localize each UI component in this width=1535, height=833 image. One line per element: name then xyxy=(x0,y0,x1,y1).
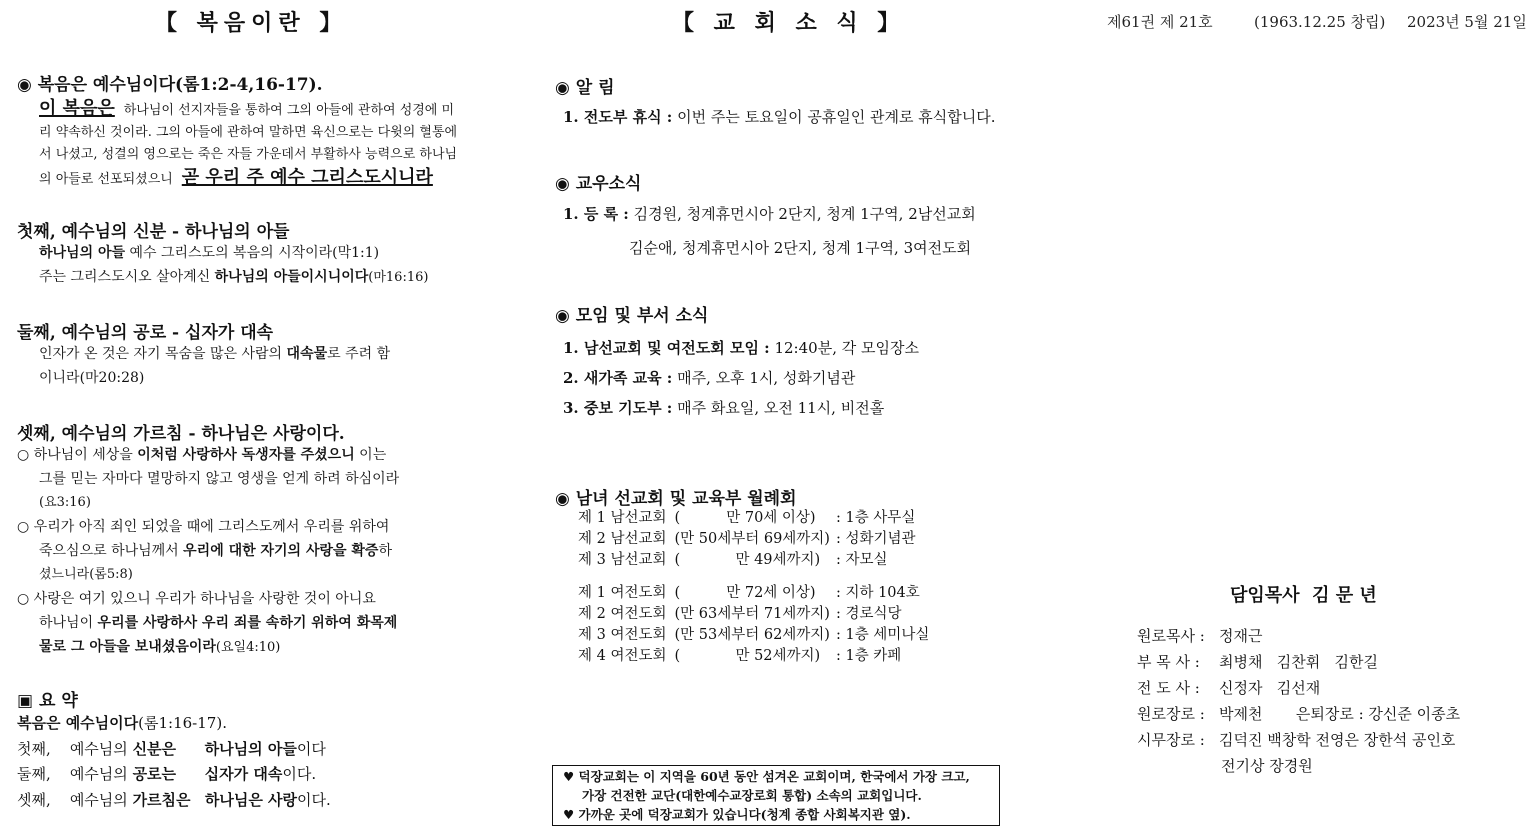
group-place: : 경로식당 xyxy=(835,606,902,622)
table-row xyxy=(578,623,929,644)
text-bold: 십자가 대속 xyxy=(204,765,283,783)
staff-names: 정재근 xyxy=(1219,627,1263,645)
text: 그를 믿는 자마다 멸망하지 않고 영생을 얻게 하려 하심이라 xyxy=(39,471,400,487)
gospel-paragraph-4 xyxy=(17,443,467,660)
staff-row xyxy=(1137,677,1320,698)
scripture-ref: (요3:16) xyxy=(39,495,91,510)
table-row xyxy=(578,644,929,665)
table-row xyxy=(578,581,929,602)
staff-role: 원로장로 : xyxy=(1137,705,1205,723)
summary-item: 복음은 예수님이다 xyxy=(17,714,139,732)
scripture-ref: (요일4:10) xyxy=(215,640,281,655)
staff-role: 부 목 사 : xyxy=(1137,653,1200,671)
text: 셋째, 예수님의 xyxy=(17,790,133,809)
text: 죽으심으로 하나님께서 xyxy=(39,543,184,559)
text: 로 주려 함 xyxy=(327,346,391,362)
gospel-lead: 이 복음은 xyxy=(39,98,115,119)
text: 둘째, 예수님의 xyxy=(17,765,133,783)
group-age: ( 만 52세까지) xyxy=(674,648,821,664)
gospel-paragraph-2 xyxy=(39,241,464,290)
staff-names: 신정자 김선재 xyxy=(1219,679,1321,697)
group-place: : 1층 카페 xyxy=(835,648,902,664)
item-text: 매주, 오후 1시, 성화기념관 xyxy=(672,369,856,387)
text-bold: 하나님의 아들 xyxy=(204,739,297,758)
info-line: ♥ 덕장교회는 이 지역을 60년 동안 섬겨온 교회이며, 한국에서 가장 크고, xyxy=(563,769,970,784)
gospel-heading-3: 둘째, 예수님의 공로 - 십자가 대속 xyxy=(17,323,274,343)
meeting-item xyxy=(563,363,919,393)
item-text: 12:40분, 각 모임장소 xyxy=(769,339,919,357)
women-groups-table xyxy=(578,581,929,665)
members-heading: ◉ 교우소식 xyxy=(555,174,642,194)
item-label: 2. 새가족 교육 : xyxy=(563,369,673,387)
bulletin-date: 2023년 5월 21일 xyxy=(1407,13,1527,31)
table-row xyxy=(578,506,916,527)
notice-heading: ◉ 알 림 xyxy=(555,78,615,98)
text-bold: 대속물 xyxy=(286,346,328,362)
info-line: ♥ 가까운 곳에 덕장교회가 있습니다(청계 종합 사회복지관 옆). xyxy=(563,807,911,822)
staff-names: 박제천 은퇴장로 : 강신준 이종초 xyxy=(1219,705,1461,723)
group-place: : 1층 사무실 xyxy=(835,510,916,526)
group-place: : 지하 104호 xyxy=(835,585,920,601)
gospel-paragraph-3 xyxy=(39,342,464,390)
text: 이다. xyxy=(282,765,317,783)
text: 이다. xyxy=(297,790,331,809)
text-bold: 이처럼 사랑하사 독생자를 주셨으니 xyxy=(137,447,355,463)
group-name: 제 3 남선교회 xyxy=(578,552,667,568)
notice-item-1 xyxy=(563,106,996,127)
text-bold: 가르침은 xyxy=(132,790,191,809)
church-news-title: 【 교 회 소 식 】 xyxy=(672,10,906,36)
meeting-item xyxy=(563,393,919,423)
meetings-list xyxy=(563,333,919,423)
gospel-line: 하나님이 선지자들을 통하여 그의 아들에 관하여 성경에 미 xyxy=(123,103,455,118)
staff-role: 전 도 사 : xyxy=(1137,679,1200,697)
text-bold: 우리에 대한 자기의 사랑을 확증 xyxy=(183,543,379,559)
text: ○ 사랑은 여기 있으니 우리가 하나님을 사랑한 것이 아니요 xyxy=(17,591,376,607)
staff-names: 최병채 김찬휘 김한길 xyxy=(1219,653,1379,671)
text: ○ 우리가 아직 죄인 되었을 때에 그리스도께서 우리를 위하여 xyxy=(17,519,390,535)
item-text: 이번 주는 토요일이 공휴일인 관계로 휴식합니다. xyxy=(672,108,996,126)
group-age: (만 50세부터 69세까지) xyxy=(674,531,830,547)
members-item-2: 김순애, 청계휴먼시아 2단지, 청계 1구역, 3여전도회 xyxy=(629,239,972,257)
staff-role: 원로목사 : xyxy=(1137,627,1205,645)
staff-row xyxy=(1137,729,1455,750)
church-info-box xyxy=(552,765,1000,826)
text: ○ 하나님이 세상을 xyxy=(17,447,138,463)
text-bold: 하나님의 아들 xyxy=(39,245,126,261)
gospel-section-title: 【 복음이란 】 xyxy=(155,10,348,36)
table-row xyxy=(578,602,929,623)
gospel-heading-4: 셋째, 예수님의 가르침 - 하나님은 사랑이다. xyxy=(17,424,345,444)
group-place: : 자모실 xyxy=(835,552,888,568)
staff-extra-names: 전기상 장경원 xyxy=(1221,757,1313,775)
item-text: 김경원, 청계휴먼시아 2단지, 청계 1구역, 2남선교회 xyxy=(628,205,976,223)
group-age: (만 53세부터 62세까지) xyxy=(674,627,830,643)
men-groups-table xyxy=(578,506,916,569)
summary-heading: ▣ 요 약 xyxy=(17,691,78,711)
text-bold: 하나님은 사랑 xyxy=(204,790,298,809)
meeting-item xyxy=(563,333,919,363)
text-bold: 하나님의 아들이시니이다 xyxy=(214,269,369,285)
scripture-ref: (롬1:16-17). xyxy=(138,714,227,732)
text: 이니라(마20:28) xyxy=(39,370,145,386)
gospel-heading-1: ◉ 복음은 예수님이다(롬1:2-4,16-17). xyxy=(17,75,323,95)
summary-list xyxy=(17,711,331,813)
founded-date: (1963.12.25 창립) xyxy=(1254,13,1386,31)
table-row xyxy=(578,527,916,548)
staff-row xyxy=(1137,651,1378,672)
text: 이다 xyxy=(296,739,326,758)
group-name: 제 1 여전도회 xyxy=(578,585,667,601)
group-place: : 1층 세미나실 xyxy=(835,627,930,643)
gospel-line: 서 나셨고, 성결의 영으로는 죽은 자들 가운데서 부활하사 능력으로 하나님 xyxy=(39,147,458,162)
staff-role: 시무장로 : xyxy=(1137,731,1205,749)
item-label: 1. 남선교회 및 여전도회 모임 : xyxy=(563,339,770,357)
text: 첫째, 예수님의 xyxy=(17,739,133,758)
gospel-line: 리 약속하신 것이라. 그의 아들에 관하여 말하면 육신으로는 다윗의 혈통에 xyxy=(39,125,458,140)
text-bold: 물로 그 아들을 보내셨음이라 xyxy=(39,639,216,655)
item-label: 1. 전도부 휴식 : xyxy=(563,108,673,126)
info-line: 가장 건전한 교단(대한예수교장로회 통합) 소속의 교회입니다. xyxy=(582,788,922,803)
volume-number: 제61권 제 21호 xyxy=(1107,13,1213,31)
groups-heading: ◉ 남녀 선교회 및 교육부 월례회 xyxy=(555,489,797,509)
text: 예수 그리스도의 복음의 시작이라(막1:1) xyxy=(125,245,380,261)
text-bold: 공로는 xyxy=(132,765,177,783)
group-age: ( 만 49세까지) xyxy=(674,552,821,568)
staff-row xyxy=(1137,625,1262,646)
text: 하나님이 xyxy=(39,615,98,631)
item-label: 1. 등 록 : xyxy=(563,205,629,223)
group-name: 제 3 여전도회 xyxy=(578,627,667,643)
text-bold: 우리를 사랑하사 우리 죄를 속하기 위하여 화목제 xyxy=(97,615,398,631)
group-age: (만 63세부터 71세까지) xyxy=(674,606,830,622)
gospel-paragraph-1 xyxy=(39,97,464,191)
text: 이는 xyxy=(354,447,387,463)
group-name: 제 2 여전도회 xyxy=(578,606,667,622)
head-pastor: 담임목사 김 문 년 xyxy=(1230,585,1377,606)
gospel-line: 의 아들로 선포되셨으니 xyxy=(39,172,173,187)
gospel-heading-2: 첫째, 예수님의 신분 - 하나님의 아들 xyxy=(17,222,290,242)
staff-names: 김덕진 백창학 전영은 장한석 공인호 xyxy=(1219,731,1456,749)
text: 주는 그리스도시오 살아계신 xyxy=(39,269,215,285)
item-text: 매주 화요일, 오전 11시, 비전홀 xyxy=(672,399,885,417)
text: 하 xyxy=(378,543,392,559)
staff-row xyxy=(1137,703,1460,724)
group-name: 제 4 여전도회 xyxy=(578,648,667,664)
scripture-ref: 셨느니라(롬5:8) xyxy=(39,567,133,582)
group-place: : 성화기념관 xyxy=(835,531,916,547)
text: 인자가 온 것은 자기 목숨을 많은 사람의 xyxy=(39,346,287,362)
group-age: ( 만 70세 이상) xyxy=(674,510,816,526)
group-name: 제 2 남선교회 xyxy=(578,531,667,547)
group-name: 제 1 남선교회 xyxy=(578,510,667,526)
meetings-heading: ◉ 모임 및 부서 소식 xyxy=(555,306,709,326)
scripture-ref: (마16:16) xyxy=(368,270,429,285)
text-bold: 신분은 xyxy=(132,739,177,758)
item-label: 3. 중보 기도부 : xyxy=(563,399,673,417)
gospel-emphasis: 곧 우리 주 예수 그리스도시니라 xyxy=(181,167,433,188)
table-row xyxy=(578,548,916,569)
members-item-1 xyxy=(563,203,976,224)
group-age: ( 만 72세 이상) xyxy=(674,585,816,601)
